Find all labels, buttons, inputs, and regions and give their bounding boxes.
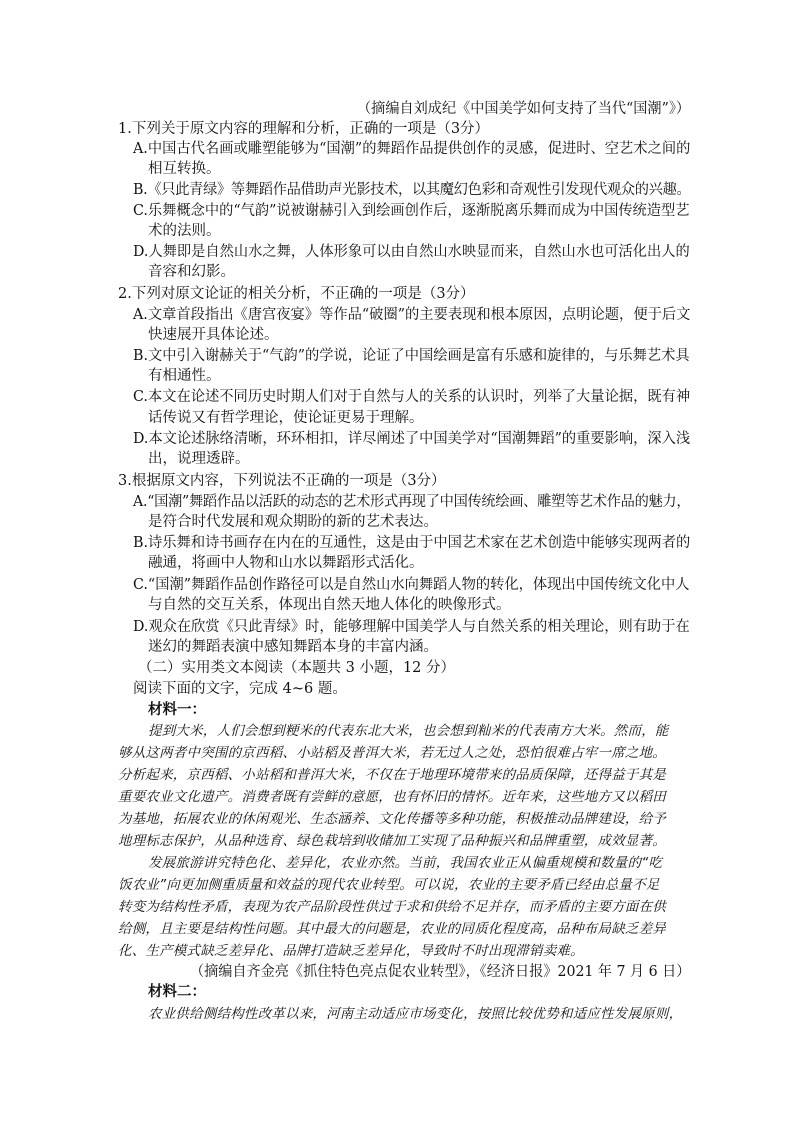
q3-option-c-line-2: 与自然的交互关系，体现出自然天地人体化的映像形式。 xyxy=(148,597,511,613)
section-heading: （二）实用类文本阅读（本题共 3 小题，12 分） xyxy=(138,660,456,676)
material-2-line: 农业供给侧结构性改革以来，河南主动适应市场变化，按照比较优势和适应性发展原则， xyxy=(148,1006,683,1022)
material-2-title: 材料二： xyxy=(148,983,206,1000)
material-1-line: 为基地，拓展农业的休闲观光、生态涵养、文化传播等多种功能，积极推动品牌建设，给予 xyxy=(118,811,666,827)
q3-option-c-line-1: C.“国潮”舞蹈作品创作路径可以是自然山水向舞蹈人物的转化，体现出中国传统文化中人 xyxy=(133,577,690,593)
q2-option-c-line-2: 话传说又有哲学理论，使论证更易于理解。 xyxy=(148,410,424,426)
q2-option-a-line-2: 快速展开具体论述。 xyxy=(148,327,279,343)
material-1-line: 提到大米，人们会想到粳米的代表东北大米，也会想到籼米的代表南方大米。然而，能 xyxy=(148,723,669,739)
question-1-stem: 1.下列关于原文内容的理解和分析，正确的一项是（3分） xyxy=(118,121,490,137)
q3-option-b-line-2: 融通，将画中人物和山水以舞蹈形式活化。 xyxy=(148,555,424,571)
instruction-text: 阅读下面的文字，完成 4~6 题。 xyxy=(133,681,347,697)
question-3-stem: 3.根据原文内容，下列说法不正确的一项是（3分） xyxy=(118,473,446,489)
material-1-title: 材料一： xyxy=(148,701,206,718)
q1-option-c-line-1: C.乐舞概念中的“气韵”说被谢赫引入到绘画创作后，逐渐脱离乐舞而成为中国传统造型艺 xyxy=(133,203,690,219)
material-1-line: 给侧，且主要是结构性问题。其中最大的问题是，农业的同质化程度高，品种布局缺乏差异 xyxy=(118,921,666,937)
q3-option-b-line-1: B.诗乐舞和诗书画存在内在的互通性，这是由于中国艺术家在艺术创造中能够实现两者的 xyxy=(133,535,691,551)
q2-option-b-line-1: B.文中引入谢赫关于“气韵”的学说，论证了中国绘画是富有乐感和旋律的，与乐舞艺术具 xyxy=(133,348,690,364)
q3-option-a-line-1: A.“国潮”舞蹈作品以活跃的动态的艺术形式再现了中国传统绘画、雕塑等艺术作品的魅力， xyxy=(133,494,691,510)
q1-option-c-line-2: 术的法则。 xyxy=(148,223,221,239)
q3-option-d-line-1: D.观众在欣赏《只此青绿》时，能够理解中国美学人与自然关系的相关理论，则有助于在 xyxy=(133,619,690,635)
q2-option-c-line-1: C.本文在论述不同历史时期人们对于自然与人的关系的认识时，列举了大量论据，既有神 xyxy=(133,389,691,405)
q1-option-a-line-1: A.中国古代名画或雕塑能够为“国潮”的舞蹈作品提供创作的灵感，促进时、空艺术之间的 xyxy=(133,141,691,157)
q1-option-a-line-2: 相互转换。 xyxy=(148,161,221,177)
q2-option-b-line-2: 有相通性。 xyxy=(148,368,221,384)
material-1-line: 够从这两者中突围的京西稻、小站稻及普洱大米，若无过人之处，恐怕很难占牢一席之地。 xyxy=(118,745,666,761)
material-1-line: 饭农业”向更加侧重质量和效益的现代农业转型。可以说，农业的主要矛盾已经由总量不足 xyxy=(118,877,660,893)
q3-option-d-line-2: 迷幻的舞蹈表演中感知舞蹈本身的丰富内涵。 xyxy=(148,639,438,655)
q1-option-b-line-1: B.《只此青绿》等舞蹈作品借助声光影技术，以其魔幻色彩和奇观性引发现代观众的兴趣。 xyxy=(133,182,691,198)
material-1-line: 转变为结构性矛盾，表现为农产品阶段性供过于求和供给不足并存，而矛盾的主要方面在供 xyxy=(118,899,666,915)
material-1-line: 重要农业文化遗产。消费者既有尝鲜的意愿，也有怀旧的情怀。近年来，这些地方又以稻田 xyxy=(118,789,666,805)
q1-option-d-line-2: 音容和幻影。 xyxy=(148,264,235,280)
q3-option-a-line-2: 是符合时代发展和观众期盼的新的艺术表达。 xyxy=(148,514,438,530)
material-1-source: （摘编自齐金亮《抓住特色亮点促农业转型》，《经济日报》2021 年 7 月 6 日） xyxy=(190,964,691,980)
q1-option-d-line-1: D.人舞即是自然山水之舞，人体形象可以由自然山水映显而来，自然山水也可活化出人的 xyxy=(133,244,690,260)
q2-option-a-line-1: A.文章首段指出《唐宫夜宴》等作品“破圈”的主要表现和根本原因，点明论题，便于后文 xyxy=(133,307,691,323)
q2-option-d-line-1: D.本文论述脉络清晰，环环相扣，详尽阐述了中国美学对“国潮舞蹈”的重要影响，深入浅 xyxy=(133,431,691,447)
material-1-line: 化、生产模式缺乏差异化、品牌打造缺乏差异化，导致时不时出现滞销卖难。 xyxy=(118,943,584,959)
material-1-line: 分析起来，京西稻、小站稻和普洱大米，不仅在于地理环境带来的品质保障，还得益于其是 xyxy=(118,767,666,783)
source-citation: （摘编自刘成纪《中国美学如何支持了当代“国潮”》） xyxy=(357,101,691,117)
question-2-stem: 2.下列对原文论证的相关分析，不正确的一项是（3分） xyxy=(118,286,475,302)
material-1-line: 地理标志保护，从品种选育、绿色栽培到收储加工实现了品种振兴和品牌重塑，成效显著。 xyxy=(118,833,666,849)
material-1-line: 发展旅游讲究特色化、差异化，农业亦然。当前，我国农业正从偏重规模和数量的“吃 xyxy=(148,855,663,871)
q2-option-d-line-2: 出，说理透辟。 xyxy=(148,451,250,467)
